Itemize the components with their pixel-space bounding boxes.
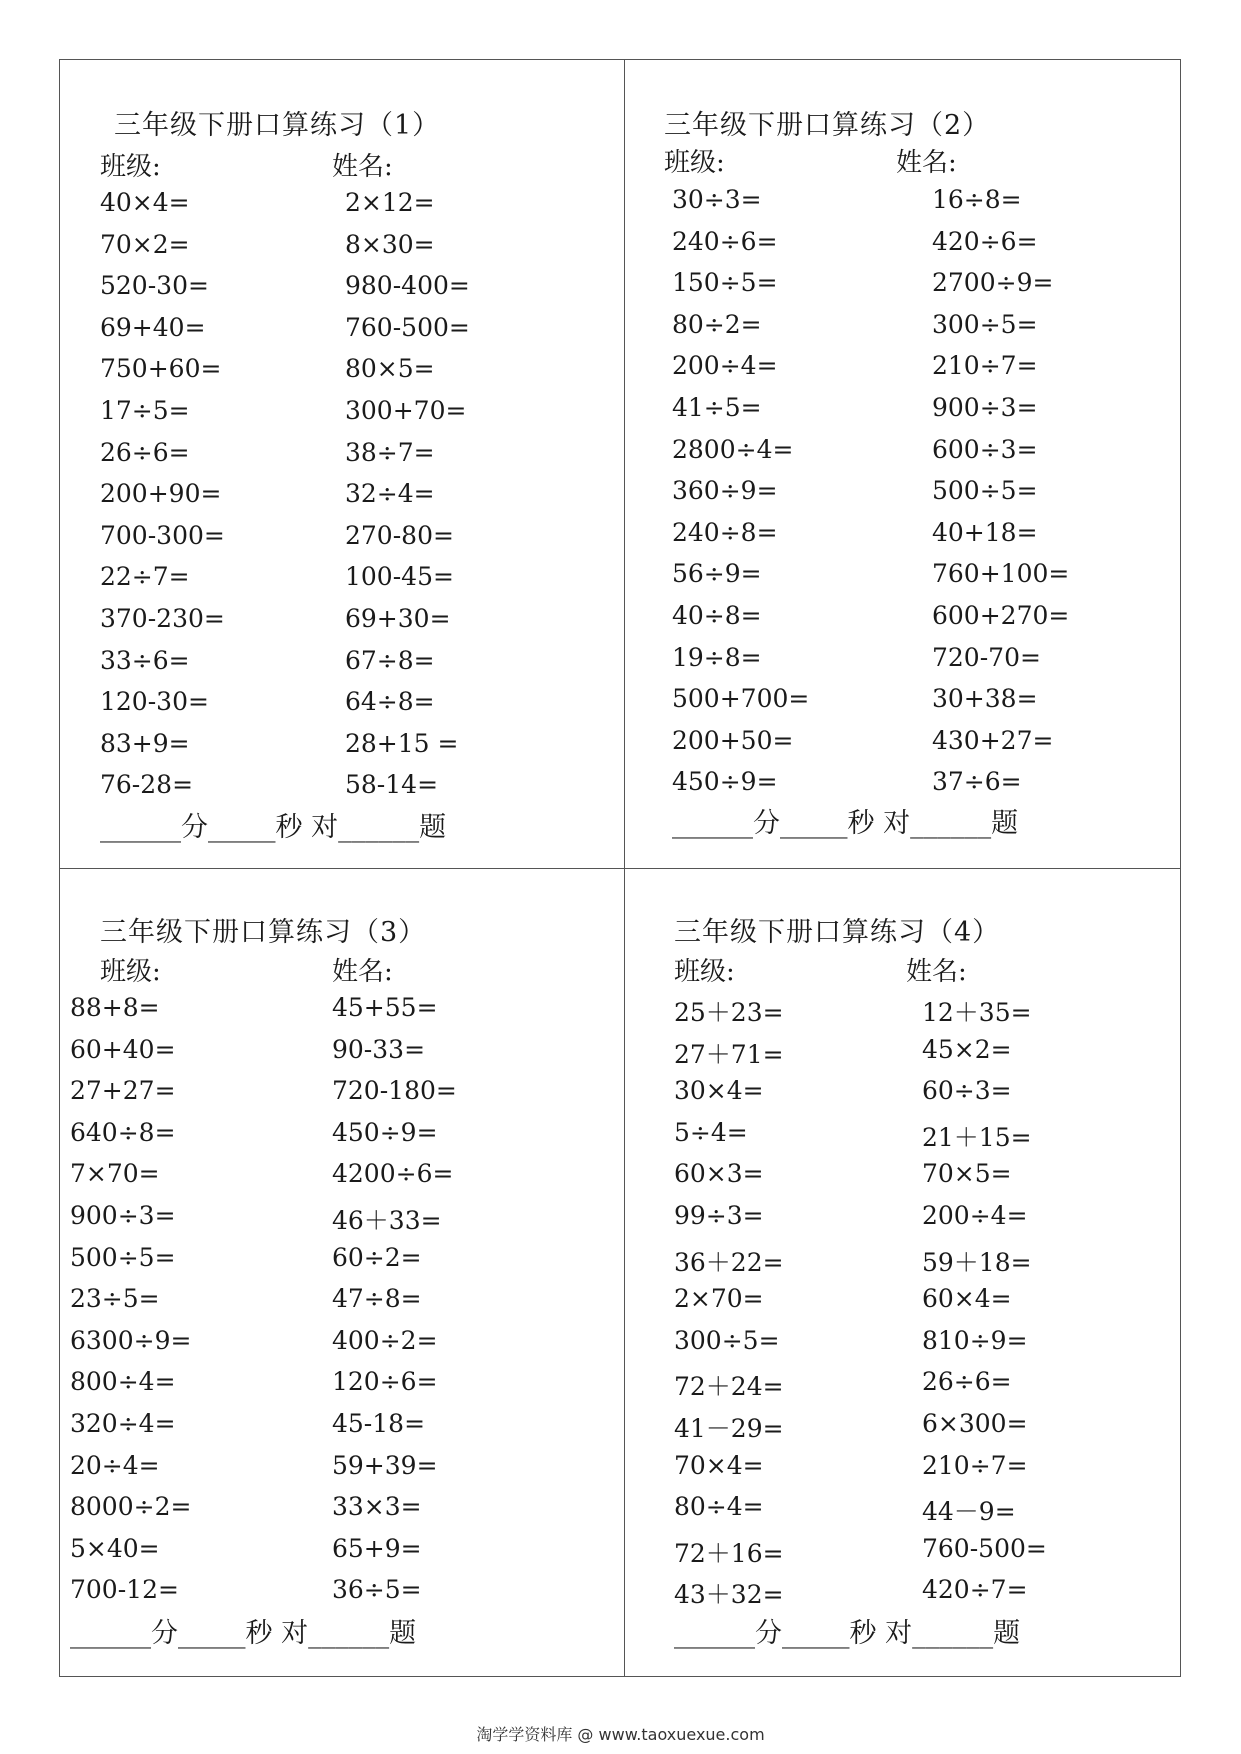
- problem-row: [100, 396, 620, 437]
- problem-right: 270-80=: [345, 520, 454, 550]
- problem-right: 16÷8=: [932, 185, 1022, 214]
- problem-right: 300+70=: [345, 396, 467, 425]
- problem-row: [672, 1118, 1192, 1159]
- problem-right: 36÷5=: [332, 1575, 422, 1605]
- problem-left: 500+700=: [672, 684, 810, 714]
- problem-row: [672, 1409, 1192, 1450]
- problem-row: [662, 185, 1182, 226]
- problem-row: [662, 435, 1182, 476]
- problem-left: 450÷9=: [672, 767, 778, 797]
- problem-left: 26÷6=: [100, 437, 190, 467]
- problem-row: [100, 438, 620, 479]
- problem-row: [662, 393, 1182, 434]
- problem-row: [70, 1076, 590, 1117]
- name-label: 姓名:: [906, 957, 967, 987]
- problem-row: [672, 1076, 1192, 1117]
- problem-row: [100, 562, 620, 603]
- panel-title: 三年级下册口算练习（4）: [674, 917, 1001, 948]
- problem-row: [100, 604, 620, 645]
- class-label: 班级:: [664, 148, 725, 178]
- problem-row: [672, 1284, 1192, 1325]
- problem-row: [672, 1451, 1192, 1492]
- problem-row: [70, 1201, 590, 1242]
- problem-left: 30÷3=: [672, 185, 762, 214]
- problem-left: 240÷8=: [672, 517, 778, 547]
- problem-row: [100, 770, 620, 811]
- problem-left: 70×4=: [674, 1450, 764, 1480]
- score-line: ______分_____秒 对______题: [672, 808, 1019, 839]
- problem-row: [70, 1367, 590, 1408]
- problem-left: 240÷6=: [672, 226, 778, 256]
- problem-right: 26÷6=: [922, 1367, 1012, 1397]
- problem-right: 60×4=: [922, 1284, 1012, 1314]
- problem-row: [672, 1159, 1192, 1200]
- problem-left: 30×4=: [674, 1076, 764, 1106]
- problem-row: [662, 643, 1182, 684]
- problem-left: 83+9=: [100, 728, 190, 758]
- problem-row: [672, 993, 1192, 1034]
- problem-right: 4200÷6=: [332, 1159, 454, 1189]
- problem-right: 500÷5=: [932, 476, 1038, 506]
- problem-left: 23÷5=: [70, 1284, 160, 1314]
- problem-right: 38÷7=: [345, 437, 435, 467]
- problem-right: 2×12=: [345, 188, 435, 217]
- problem-left: 900÷3=: [70, 1201, 176, 1230]
- problem-left: 19÷8=: [672, 642, 762, 672]
- problem-left: 370-230=: [100, 604, 225, 633]
- problem-left: 25＋23=: [674, 998, 784, 1027]
- problem-right: 67÷8=: [345, 645, 435, 675]
- panel-title: 三年级下册口算练习（1）: [114, 110, 441, 141]
- problem-left: 22÷7=: [100, 562, 190, 592]
- problem-right: 210÷7=: [932, 351, 1038, 381]
- problem-left: 640÷8=: [70, 1117, 176, 1147]
- problem-left: 120-30=: [100, 687, 209, 717]
- problem-right: 58-14=: [345, 770, 439, 800]
- problem-row: [100, 230, 620, 271]
- panel-title: 三年级下册口算练习（2）: [664, 110, 991, 141]
- problem-row: [662, 518, 1182, 559]
- problem-left: 33÷6=: [100, 645, 190, 675]
- problem-right: 47÷8=: [332, 1284, 422, 1314]
- problem-row: [662, 726, 1182, 767]
- class-label: 班级:: [674, 957, 735, 987]
- problem-left: 750+60=: [100, 354, 222, 384]
- problem-right: 21＋15=: [922, 1122, 1032, 1152]
- problem-row: [662, 351, 1182, 392]
- problem-row: [672, 1534, 1192, 1575]
- problem-row: [70, 1409, 590, 1450]
- problem-left: 7×70=: [70, 1159, 160, 1189]
- problem-row: [70, 1451, 590, 1492]
- problem-right: 810÷9=: [922, 1325, 1028, 1355]
- problem-row: [100, 687, 620, 728]
- problem-row: [70, 993, 590, 1034]
- problem-right: 69+30=: [345, 604, 451, 633]
- problem-right: 45-18=: [332, 1409, 426, 1438]
- class-label: 班级:: [100, 957, 161, 987]
- problem-row: [672, 1201, 1192, 1242]
- problem-left: 72＋24=: [674, 1372, 784, 1402]
- problem-row: [100, 313, 620, 354]
- problem-row: [662, 310, 1182, 351]
- problem-left: 40÷8=: [672, 601, 762, 630]
- problem-right: 600+270=: [932, 601, 1070, 630]
- problem-left: 69+40=: [100, 312, 206, 342]
- problem-row: [662, 227, 1182, 268]
- problem-right: 980-400=: [345, 271, 470, 301]
- problem-row: [100, 521, 620, 562]
- problem-row: [662, 476, 1182, 517]
- problem-row: [672, 1326, 1192, 1367]
- problem-left: 70×2=: [100, 229, 190, 259]
- problem-right: 46＋33=: [332, 1206, 442, 1235]
- problem-left: 200+50=: [672, 725, 794, 755]
- problem-row: [70, 1118, 590, 1159]
- horizontal-divider: [59, 868, 1181, 869]
- problem-right: 45×2=: [922, 1034, 1012, 1064]
- problem-row: [70, 1243, 590, 1284]
- problem-left: 72＋16=: [674, 1538, 784, 1568]
- name-label: 姓名:: [332, 152, 393, 182]
- problem-row: [70, 1035, 590, 1076]
- problem-right: 90-33=: [332, 1034, 426, 1064]
- problem-left: 40×4=: [100, 188, 190, 217]
- problem-row: [672, 1492, 1192, 1533]
- problem-left: 520-30=: [100, 271, 209, 301]
- problem-left: 360÷9=: [672, 476, 778, 506]
- problem-right: 600÷3=: [932, 434, 1038, 464]
- problem-right: 64÷8=: [345, 687, 435, 717]
- problem-left: 8000÷2=: [70, 1492, 192, 1522]
- problem-right: 900÷3=: [932, 393, 1038, 422]
- problem-row: [662, 601, 1182, 642]
- problem-left: 500÷5=: [70, 1242, 176, 1272]
- problem-left: 6300÷9=: [70, 1325, 192, 1355]
- problem-row: [672, 1243, 1192, 1284]
- problem-right: 32÷4=: [345, 479, 435, 509]
- problem-left: 41－29=: [674, 1414, 784, 1443]
- problem-row: [100, 729, 620, 770]
- problem-right: 37÷6=: [932, 767, 1022, 797]
- problem-right: 450÷9=: [332, 1117, 438, 1147]
- problem-row: [100, 271, 620, 312]
- problem-left: 88+8=: [70, 993, 160, 1022]
- problem-left: 20÷4=: [70, 1450, 160, 1480]
- problem-right: 65+9=: [332, 1533, 422, 1563]
- problem-left: 320÷4=: [70, 1409, 176, 1438]
- problem-left: 800÷4=: [70, 1367, 176, 1397]
- problem-right: 300÷5=: [932, 309, 1038, 339]
- score-line: ______分_____秒 对______题: [70, 1618, 417, 1649]
- problem-right: 59＋18=: [922, 1247, 1032, 1277]
- class-label: 班级:: [100, 152, 161, 182]
- name-label: 姓名:: [332, 957, 393, 987]
- problem-left: 76-28=: [100, 770, 194, 800]
- problem-right: 120÷6=: [332, 1367, 438, 1397]
- problem-left: 2800÷4=: [672, 434, 794, 464]
- problem-row: [662, 684, 1182, 725]
- problem-row: [662, 767, 1182, 808]
- problem-right: 200÷4=: [922, 1201, 1028, 1230]
- problem-row: [672, 1035, 1192, 1076]
- score-line: ______分_____秒 对______题: [100, 812, 447, 843]
- problem-row: [100, 354, 620, 395]
- problem-left: 41÷5=: [672, 393, 762, 422]
- problem-right: 60÷3=: [922, 1076, 1012, 1106]
- problem-right: 760-500=: [922, 1533, 1047, 1563]
- problem-left: 80÷2=: [672, 309, 762, 339]
- problem-left: 36＋22=: [674, 1247, 784, 1277]
- problem-row: [70, 1284, 590, 1325]
- problem-left: 99÷3=: [674, 1201, 764, 1230]
- problem-right: 720-70=: [932, 642, 1041, 672]
- problem-row: [672, 1575, 1192, 1616]
- problem-right: 8×30=: [345, 229, 435, 259]
- problem-row: [100, 479, 620, 520]
- problem-left: 56÷9=: [672, 559, 762, 589]
- problem-row: [70, 1575, 590, 1616]
- problem-right: 33×3=: [332, 1492, 422, 1522]
- problem-right: 430+27=: [932, 725, 1054, 755]
- problem-right: 420÷7=: [922, 1575, 1028, 1605]
- problem-row: [70, 1326, 590, 1367]
- problem-right: 45+55=: [332, 993, 438, 1022]
- problem-right: 420÷6=: [932, 226, 1038, 256]
- site-footer: 淘学学资料库 @ www.taoxuexue.com: [476, 1725, 765, 1744]
- problem-row: [100, 646, 620, 687]
- problem-row: [672, 1367, 1192, 1408]
- problem-right: 30+38=: [932, 684, 1038, 714]
- problem-row: [100, 188, 620, 229]
- problem-left: 43＋32=: [674, 1580, 784, 1610]
- problem-right: 12＋35=: [922, 998, 1032, 1027]
- problem-right: 70×5=: [922, 1159, 1012, 1189]
- problem-left: 5÷4=: [674, 1117, 748, 1147]
- problem-left: 17÷5=: [100, 396, 190, 425]
- problem-row: [662, 559, 1182, 600]
- problem-left: 150÷5=: [672, 268, 778, 298]
- problem-right: 40+18=: [932, 517, 1038, 547]
- problem-right: 60÷2=: [332, 1242, 422, 1272]
- problem-right: 760+100=: [932, 559, 1070, 589]
- problem-row: [70, 1159, 590, 1200]
- problem-right: 100-45=: [345, 562, 454, 592]
- problem-right: 760-500=: [345, 312, 470, 342]
- problem-right: 2700÷9=: [932, 268, 1054, 298]
- problem-right: 720-180=: [332, 1076, 457, 1106]
- name-label: 姓名:: [896, 148, 957, 178]
- problem-left: 60+40=: [70, 1034, 176, 1064]
- problem-row: [70, 1492, 590, 1533]
- problem-left: 60×3=: [674, 1159, 764, 1189]
- problem-right: 44－9=: [922, 1497, 1016, 1527]
- panel-title: 三年级下册口算练习（3）: [100, 917, 427, 948]
- problem-left: 700-12=: [70, 1575, 179, 1605]
- problem-right: 400÷2=: [332, 1325, 438, 1355]
- problem-left: 27+27=: [70, 1076, 176, 1106]
- problem-left: 27＋71=: [674, 1039, 784, 1069]
- problem-left: 700-300=: [100, 520, 225, 550]
- problem-left: 80÷4=: [674, 1492, 764, 1522]
- problem-left: 2×70=: [674, 1284, 764, 1314]
- problem-row: [662, 268, 1182, 309]
- problem-right: 80×5=: [345, 354, 435, 384]
- problem-left: 200+90=: [100, 479, 222, 509]
- problem-left: 5×40=: [70, 1533, 160, 1563]
- problem-left: 200÷4=: [672, 351, 778, 381]
- problem-right: 59+39=: [332, 1450, 438, 1480]
- problem-left: 300÷5=: [674, 1325, 780, 1355]
- problem-right: 210÷7=: [922, 1450, 1028, 1480]
- score-line: ______分_____秒 对______题: [674, 1618, 1021, 1649]
- problem-row: [70, 1534, 590, 1575]
- problem-right: 28+15 =: [345, 728, 459, 758]
- problem-right: 6×300=: [922, 1409, 1028, 1438]
